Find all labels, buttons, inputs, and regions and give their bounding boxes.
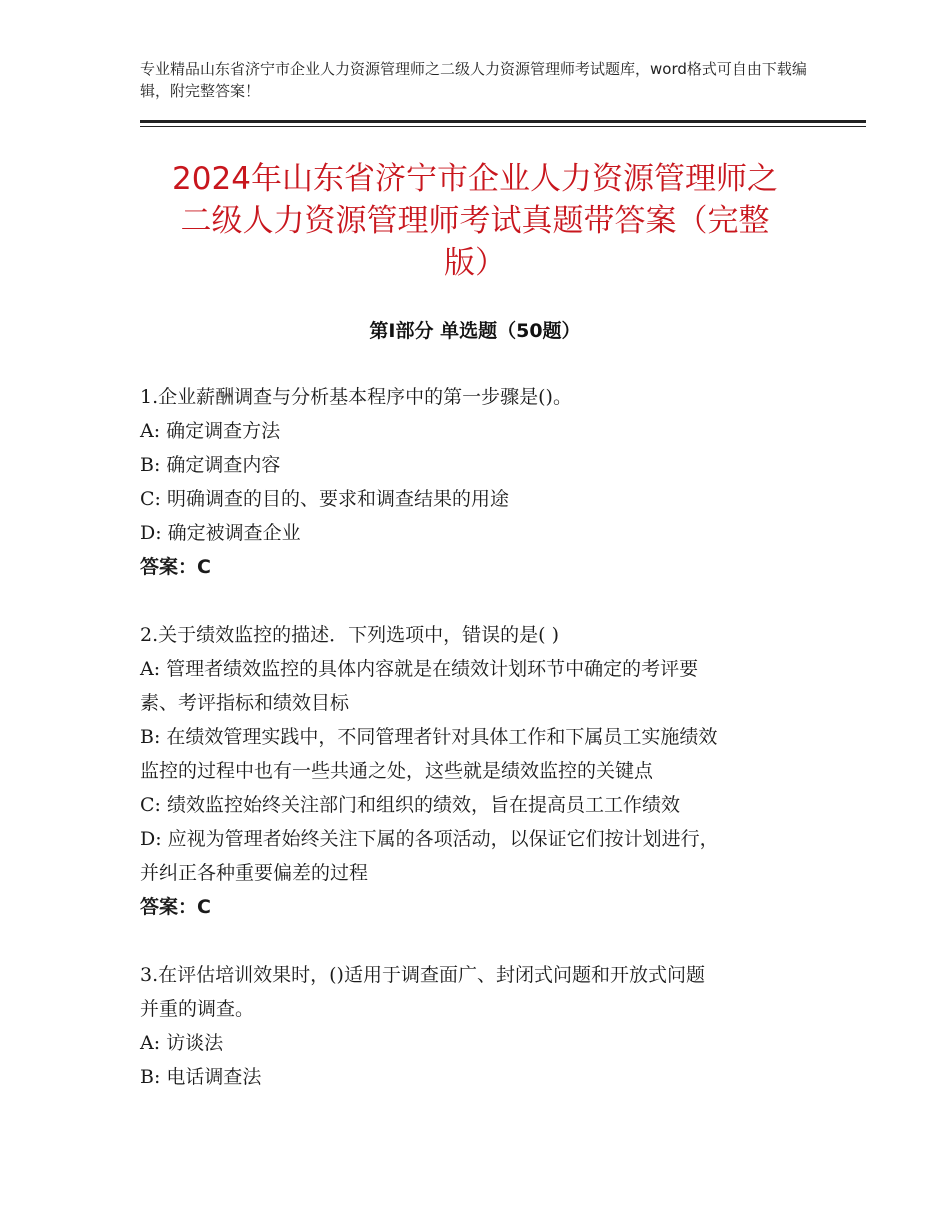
question-stem: 3.在评估培训效果时，()适用于调查面广、封闭式问题和开放式问题 — [140, 964, 705, 986]
question-stem: 2.关于绩效监控的描述．下列选项中，错误的是( ) — [140, 624, 559, 646]
option-b: B: 确定调查内容 — [140, 454, 281, 476]
question-2 — [140, 618, 820, 924]
answer: 答案：C — [140, 896, 211, 918]
option-b-continued: 监控的过程中也有一些共通之处，这些就是绩效监控的关键点 — [140, 760, 654, 782]
answer: 答案：C — [140, 556, 211, 578]
header-note: 专业精品山东省济宁市企业人力资源管理师之二级人力资源管理师考试题库，word格式可自由下载编辑，附完整答案！ — [140, 60, 807, 100]
question-1 — [140, 380, 820, 584]
option-b: B: 在绩效管理实践中，不同管理者针对具体工作和下属员工实施绩效 — [140, 726, 718, 748]
option-a: A: 管理者绩效监控的具体内容就是在绩效计划环节中确定的考评要 — [140, 658, 699, 680]
title-line: 二级人力资源管理师考试真题带答案（完整 — [180, 203, 770, 239]
question-stem-continued: 并重的调查。 — [140, 998, 255, 1020]
header-rule-thick — [140, 120, 866, 123]
title-line: 版） — [444, 245, 506, 281]
option-d: D: 应视为管理者始终关注下属的各项活动，以保证它们按计划进行， — [140, 828, 719, 850]
question-stem: 1.企业薪酬调查与分析基本程序中的第一步骤是()。 — [140, 386, 572, 408]
section-title: 第Ⅰ部分 单选题（50题） — [369, 320, 581, 342]
option-a: A: 访谈法 — [140, 1032, 224, 1054]
title-line: 2024年山东省济宁市企业人力资源管理师之 — [172, 161, 778, 197]
option-a-continued: 素、考评指标和绩效目标 — [140, 692, 350, 714]
header-rule-thin — [140, 126, 866, 127]
option-d: D: 确定被调查企业 — [140, 522, 301, 544]
option-a: A: 确定调查方法 — [140, 420, 281, 442]
question-3 — [140, 958, 820, 1094]
question-list — [140, 380, 820, 1128]
option-d-continued: 并纠正各种重要偏差的过程 — [140, 862, 369, 884]
option-b: B: 电话调查法 — [140, 1066, 262, 1088]
option-c: C: 绩效监控始终关注部门和组织的绩效，旨在提高员工工作绩效 — [140, 794, 680, 816]
option-c: C: 明确调查的目的、要求和调查结果的用途 — [140, 488, 509, 510]
document-title — [140, 158, 810, 284]
